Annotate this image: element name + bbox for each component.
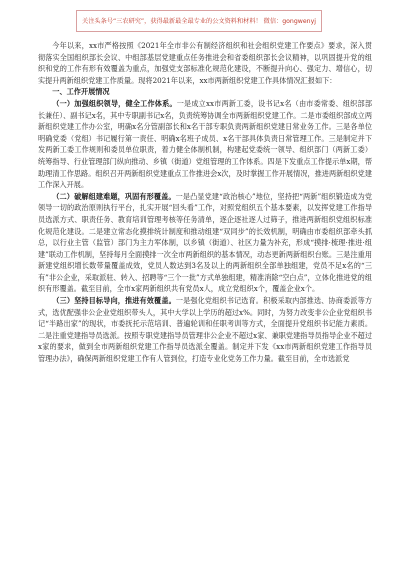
paragraph-3 — [38, 295, 372, 365]
section-heading: 一、工作开展情况 — [52, 87, 110, 97]
top-banner: 关注头条号“三农研究”，获得最新最全最专业的公文资料和材料！ 微信：gongwenyj — [76, 10, 322, 32]
paragraph-1 — [38, 98, 372, 191]
sub-heading-2: （二）破解组建难题，巩固有形覆盖。 — [52, 191, 176, 201]
paragraph-2-text: 一是凸显党建“政治核心”地位，坚持把“两新”组织锻造成为党领导一切的政治原则执行平台，扎实开展“回头看”工作，对照党组织五个基本要素，以发挥党建工作指导员选派方式、职责任务、教育培训管理考核等任务清单，逐企逐社逐人过筛子，推进两新组织党组织标准化规范化建设。二是建立常态化摸排统计制度和推动组建“双同步”的长效机制，明确由市委组织部牵头抓总，以行业主管（监管）部门为主力军体制，以乡镇（街道）、社区力量为补充，形成“摸排·梳理·推进·组建”联动工作机制，坚持每月全面摸排一次全市两新组织的基本情况，动态更新两新组织台账。三是注重用新建党组织增长数带量覆盖成效，党员人数达到3名及以上的两新组织全部单独组建，党员不足x名的“三有”非公企业，采取派驻、转入、招聘等“三个一批”方式单独组建，精准消除“空白点”，立体化推进党的组织有形覆盖。截至目前，全市x家两新组织共有党员x人，成立党组织x个，覆盖企业x个。 — [38, 191, 372, 294]
paragraph-1-text: 一是成立xx市两新工委，设书记x名（由市委常委、组织部部长兼任）、副书记x名，其中专职副书记x名，负责统筹协调全市两新组织党建工作。二是市委组织部成立两新组织党建工作办公室，明确x名分管副部长和x名干部专职负责两新组织党建日常业务工作。三是各单位明确党委（党组）书记履行第一责任、明确x名班子成员、x名干部具体负责日常管理工作。三是制定并下发两新工委工作规则和委员单位职责，着力健全体制机制，构建起党委统一领导、组织部门（两新工委）统筹指导、行业管理部门纵向推动、乡镇（街道）党组管理的工作体系。四是下发重点工作提示单x期，帮助理清工作思路。组织召开两新组织党建重点工作推进会x次，及时掌握工作开展情况，推进两新组织党建工作深入开展。 — [38, 98, 372, 190]
sub-heading-1: （一）加强组织领导，健全工作体系。 — [52, 98, 177, 108]
sub-heading-3: （三）坚持目标导向，推进有效覆盖。 — [52, 296, 176, 306]
paragraph-2 — [38, 191, 372, 295]
document-body — [38, 40, 372, 365]
paragraph-3-text: 一是强化党组织书记选育。积极采取内部推选、协商委派等方式，选优配强非公企业党组织带头人，其中大学以上学历的超过x%。同时，为努力改变非公企业党组织书记“半路出家”的现状，市委抚托示范培训、普遍轮训和任职考训等方式，全面提升党组织书记能力素质。二是注重党建指导员选派。按照专职党建指导员管理非公企业不超过x家、兼职党建指导员指导企业不超过x家的要求，做到全市两新组织党建工作指导员选派全覆盖。制定并下发《xx市两新组织党建工作指导员管理办法》，确保两新组织党建工作有人管到位，打造专业化党务工作力量。截至目前，全市选派党 — [38, 296, 372, 364]
intro-paragraph: 今年以来，xx市严格按照《2021年全市非公有制经济组织和社会组织党建工作要点》要求，深入贯彻落实全国组织部长会议、中组部基层党建重点任务推进会和省委组织部长会议精神，以巩固提升党的组织和党的工作有形有效覆盖为重点，加强党支部标准化规范化建设，不断提升向心、强定力、增信心，切实提升两新组织党建工作质量。现将2021年以来，xx市两新组织党建工作具体情况汇报如下： — [38, 41, 372, 85]
